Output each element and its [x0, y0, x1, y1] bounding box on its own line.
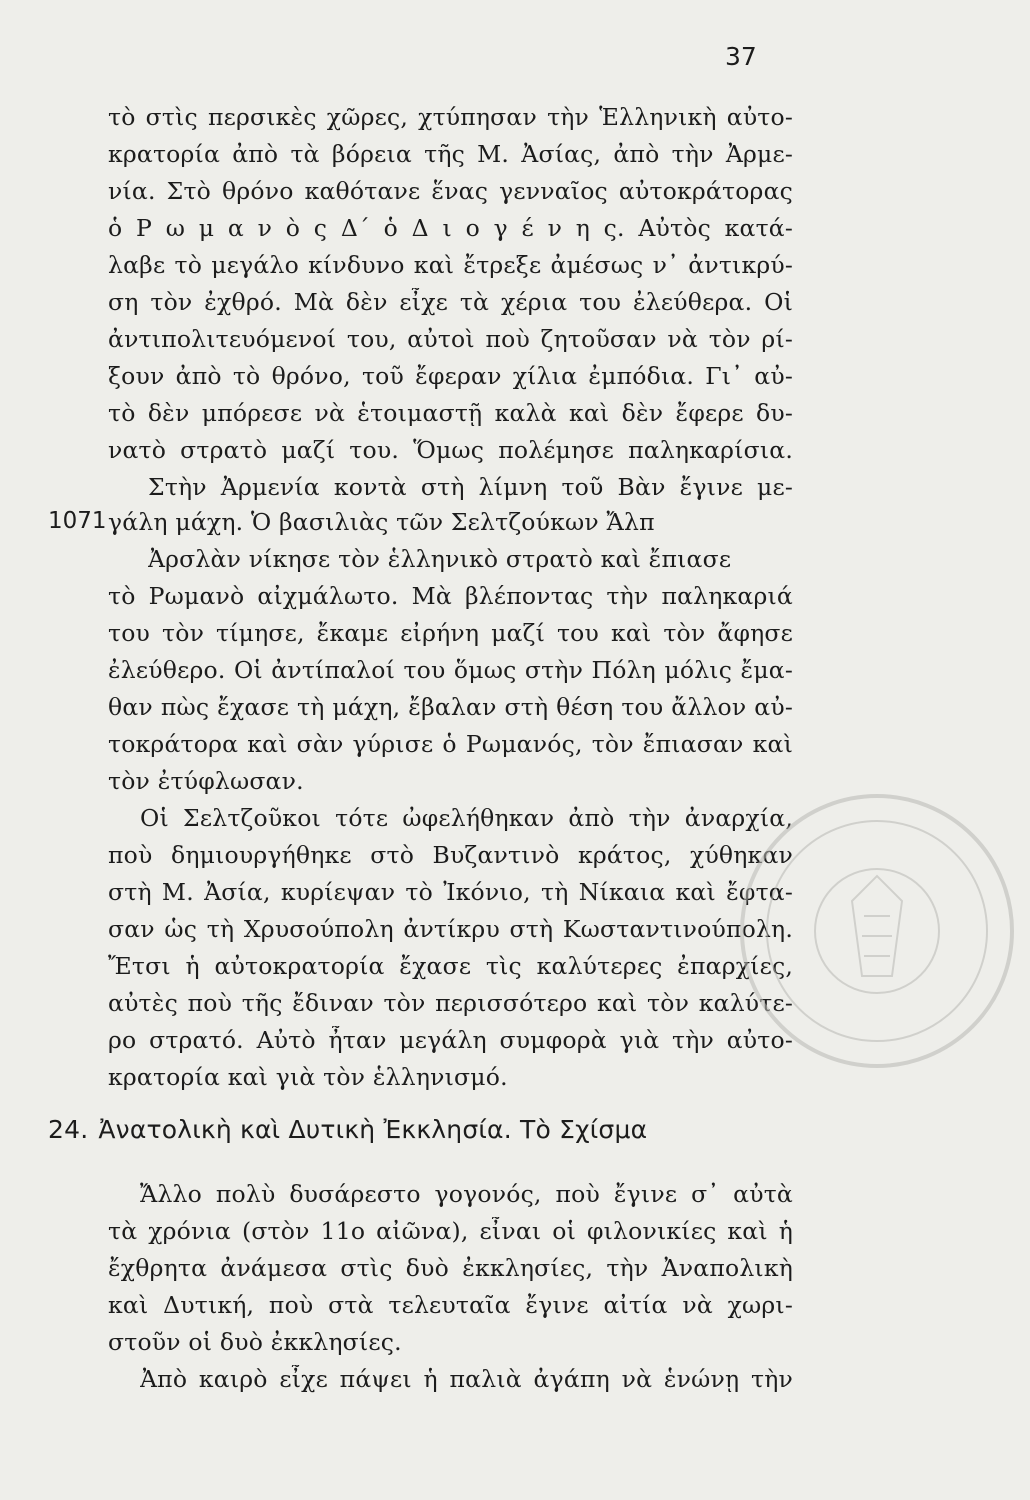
- section-heading: [48, 1115, 818, 1144]
- text-line: ξουν ἀπὸ τὸ θρόνο, τοῦ ἔφεραν χίλια ἐμπόδια. Γι᾽ αὐ-: [108, 362, 793, 390]
- text-line: θαν πὼς ἔχασε τὴ μάχη, ἔβαλαν στὴ θέση του ἄλλον αὐ-: [108, 693, 793, 721]
- text-line: ἔχθρητα ἀνάμεσα στὶς δυὸ ἐκκλησίες, τὴν Ἀναπολικὴ: [108, 1254, 793, 1282]
- text-line: του τὸν τίμησε, ἔκαμε εἰρήνη μαζί του καὶ τὸν ἄφησε: [108, 619, 793, 647]
- text-line: στὴ Μ. Ἀσία, κυρίεψαν τὸ Ἰκόνιο, τὴ Νίκαια καὶ ἔφτα-: [108, 878, 793, 906]
- page-number: 37: [725, 42, 757, 71]
- text-line: λαβε τὸ μεγάλο κίνδυνο καὶ ἔτρεξε ἀμέσως ν᾽ ἀντικρύ-: [108, 251, 793, 279]
- section-number: 24.: [48, 1115, 89, 1144]
- text-line: αὐτὲς ποὺ τῆς ἔδιναν τὸν περισσότερο καὶ τὸν καλύτε-: [108, 989, 793, 1017]
- text-line: τὰ χρόνια (στὸν 11ο αἰῶνα), εἶναι οἱ φιλονικίες καὶ ἡ: [108, 1217, 793, 1245]
- text-line: ρο στρατό. Αὐτὸ ἦταν μεγάλη συμφορὰ γιὰ τὴν αὐτο-: [108, 1026, 793, 1054]
- text-line: τοκράτορα καὶ σὰν γύρισε ὁ Ρωμανός, τὸν ἔπιασαν καὶ: [108, 730, 793, 758]
- text-line: τὸ Ρωμανὸ αἰχμάλωτο. Μὰ βλέποντας τὴν παληκαριά: [108, 582, 793, 610]
- text-line: ὁ Ρ ω μ α ν ὸ ς Δ΄ ὁ Δ ι ο γ έ ν η ς. Αὐτὸς κατά-: [108, 214, 793, 242]
- text-line: κρατορία καὶ γιὰ τὸν ἑλληνισμό.: [108, 1063, 508, 1091]
- text-line: καὶ Δυτική, ποὺ στὰ τελευταῖα ἔγινε αἰτία νὰ χωρι-: [108, 1291, 793, 1319]
- text-line: Ἀρσλὰν νίκησε τὸν ἑλληνικὸ στρατὸ καὶ ἔπιασε: [148, 545, 732, 573]
- text-line: ἐλεύθερο. Οἱ ἀντίπαλοί του ὅμως στὴν Πόλη μόλις ἔμα-: [108, 656, 793, 684]
- text-line: νία. Στὸ θρόνο καθότανε ἕνας γενναῖος αὐτοκράτορας: [108, 177, 793, 205]
- text-line: κρατορία ἀπὸ τὰ βόρεια τῆς Μ. Ἀσίας, ἀπὸ τὴν Ἀρμε-: [108, 140, 793, 168]
- text-line: τὸ στὶς περσικὲς χῶρες, χτύπησαν τὴν Ἑλληνικὴ αὐτο-: [108, 103, 793, 131]
- text-line: τὸ δὲν μπόρεσε νὰ ἑτοιμαστῇ καλὰ καὶ δὲν ἔφερε δυ-: [108, 399, 793, 427]
- text-line: στοῦν οἱ δυὸ ἐκκλησίες.: [108, 1328, 402, 1356]
- library-stamp-icon: [732, 786, 1022, 1076]
- text-line: Ἄλλο πολὺ δυσάρεστο γογονός, ποὺ ἔγινε σ᾽ αὐτὰ: [140, 1180, 793, 1208]
- text-line: Στὴν Ἀρμενία κοντὰ στὴ λίμνη τοῦ Βὰν ἔγινε με-: [148, 473, 793, 501]
- margin-year: 1071: [48, 508, 107, 534]
- text-line: Ἔτσι ἡ αὐτοκρατορία ἔχασε τὶς καλύτερες ἐπαρχίες,: [108, 952, 793, 980]
- text-line: ση τὸν ἐχθρό. Μὰ δὲν εἶχε τὰ χέρια του ἐλεύθερα. Οἱ: [108, 288, 793, 316]
- section-title: Ἀνατολικὴ καὶ Δυτικὴ Ἐκκλησία. Τὸ Σχίσμα: [98, 1115, 648, 1144]
- text-line: γάλη μάχη. Ὁ βασιλιὰς τῶν Σελτζούκων Ἄλπ: [108, 508, 655, 536]
- text-line: σαν ὡς τὴ Χρυσούπολη ἀντίκρυ στὴ Κωσταντινούπολη.: [108, 915, 793, 943]
- text-line: ποὺ δημιουργήθηκε στὸ Βυζαντινὸ κράτος, χύθηκαν: [108, 841, 793, 869]
- text-line: τὸν ἐτύφλωσαν.: [108, 767, 304, 795]
- text-line: Ἀπὸ καιρὸ εἶχε πάψει ἡ παλιὰ ἀγάπη νὰ ἑνώνῃ τὴν: [140, 1365, 793, 1393]
- text-line: Οἱ Σελτζοῦκοι τότε ὠφελήθηκαν ἀπὸ τὴν ἀναρχία,: [140, 804, 793, 832]
- text-line: νατὸ στρατὸ μαζί του. Ὅμως πολέμησε παληκαρίσια.: [108, 436, 793, 464]
- text-line: ἀντιπολιτευόμενοί του, αὐτοὶ ποὺ ζητοῦσαν νὰ τὸν ρί-: [108, 325, 793, 353]
